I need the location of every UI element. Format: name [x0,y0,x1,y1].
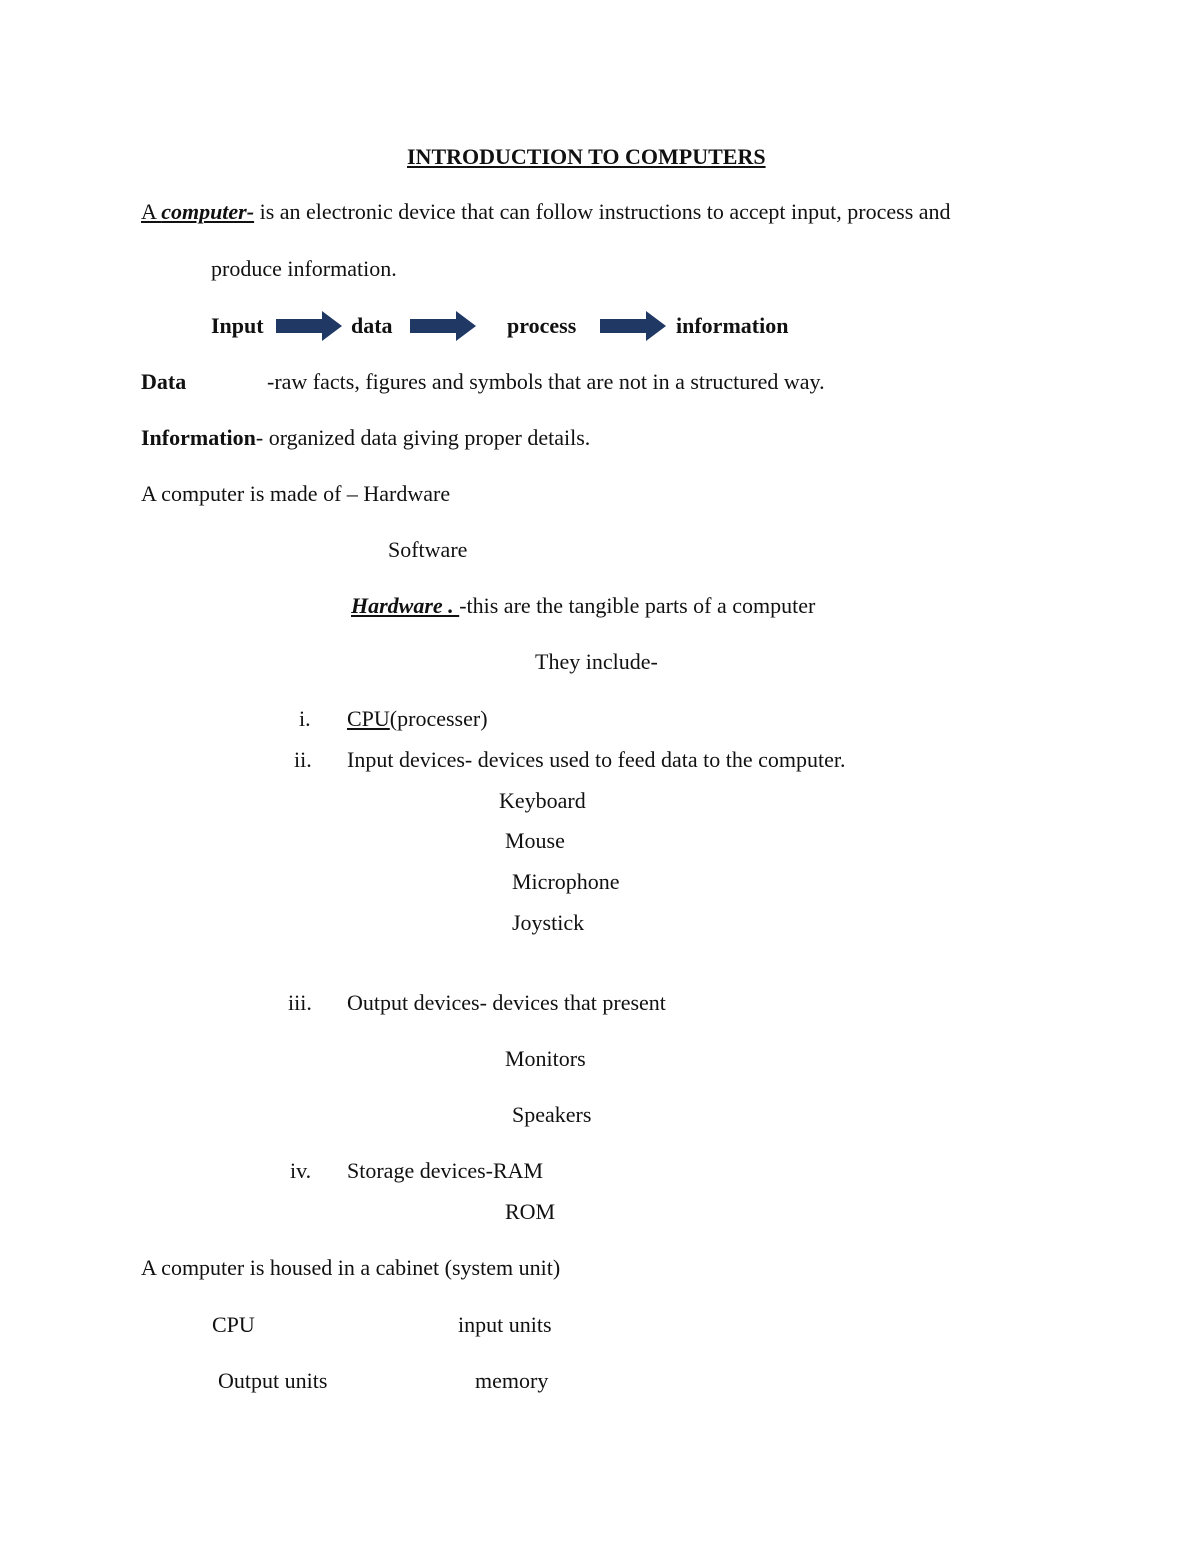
sub-item: Speakers [512,1102,592,1127]
list-number: i. [299,706,311,731]
flow-step-process: process [507,313,577,338]
sub-item: Keyboard [499,788,586,813]
sub-item: ROM [505,1199,556,1224]
right-arrow-icon [598,309,668,343]
list-item-cpu [347,706,488,732]
hardware-term: Hardware . [351,593,460,618]
data-term: Data [141,369,187,394]
flow-step-input: Input [211,313,264,338]
cpu-text: (processer) [389,706,488,731]
information-term: Information [141,425,256,450]
list-number: ii. [294,747,312,772]
right-arrow-icon [408,309,478,343]
definition-text: is an electronic device that can follow instructions to accept input, process and [254,199,951,224]
sub-item: Mouse [505,828,565,853]
data-definition: -raw facts, figures and symbols that are not in a structured way. [267,369,825,394]
cabinet-line: A computer is housed in a cabinet (system unit) [141,1255,561,1280]
definition-continuation: produce information. [211,256,397,281]
list-item-input-devices: Input devices- devices used to feed data to the computer. [347,747,846,772]
sub-item: Microphone [512,869,620,894]
cabinet-cpu: CPU [212,1312,255,1337]
flow-step-data: data [351,313,393,338]
cabinet-output-units: Output units [218,1368,328,1393]
page-title: INTRODUCTION TO COMPUTERS [407,144,766,169]
cabinet-memory: memory [475,1368,549,1393]
definition-term: computer- [161,199,255,224]
list-number: iv. [290,1158,312,1183]
cabinet-input-units: input units [458,1312,552,1337]
made-of-software: Software [388,537,468,562]
hardware-definition [351,593,815,619]
cpu-term: CPU [347,706,390,731]
information-text: - organized data giving proper details. [255,425,591,450]
information-definition [141,425,590,451]
sub-item: Joystick [512,910,585,935]
sub-item: Monitors [505,1046,586,1071]
flow-step-information: information [676,313,789,338]
list-item-storage-devices: Storage devices-RAM [347,1158,544,1183]
hardware-include: They include- [535,649,658,674]
computer-definition [141,199,951,225]
definition-prefix: A [141,199,162,224]
right-arrow-icon [274,309,344,343]
made-of-line: A computer is made of – Hardware [141,481,451,506]
list-item-output-devices: Output devices- devices that present [347,990,666,1015]
list-number: iii. [288,990,312,1015]
hardware-text: -this are the tangible parts of a computer [459,593,816,618]
